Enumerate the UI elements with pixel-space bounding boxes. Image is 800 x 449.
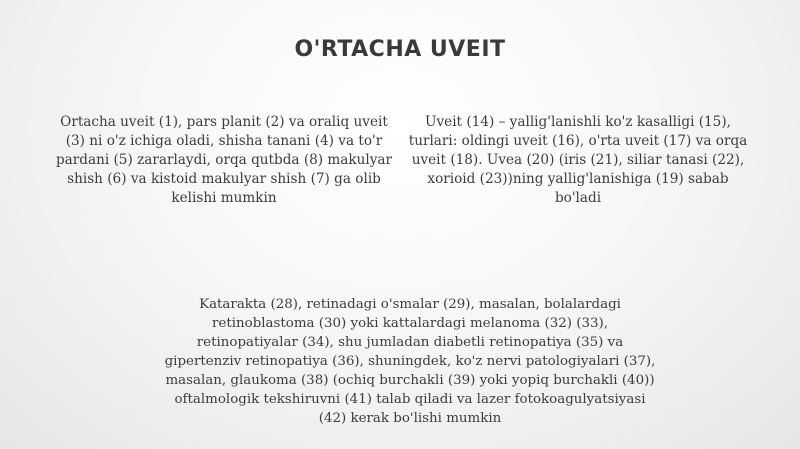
slide-title: O'RTACHA UVEIT <box>294 37 506 62</box>
right-text-block: Uveit (14) – yallig'lanishli ko'z kasalligi (15), turlari: oldingi uveit (16), o'rta uveit (17) va orqa uveit (18). Uvea (20) (iris (21), siliar tanasi (22), xorioid (23))ning yallig'lanishiga (19) sabab bo'ladi <box>408 114 748 206</box>
bottom-text-block: Katarakta (28), retinadagi o'smalar (29), masalan, bolalardagi retinoblastoma (30) yoki kattalardagi melanoma (32) (33), retinopatiyalar (34), shu jumladan diabetli retinopatiya (35) va gipertenziv retinopatiya (36), shuningdek, ko'z nervi patologiyalari (37), masalan, glaukoma (38) (ochiq burchakli (39) yoki yopiq burchakli (40)) oftalmologik tekshiruvni (41) talab qiladi va lazer fotokoagulyatsiyasi (42) kerak bo'lishi mumkin <box>164 297 656 426</box>
left-text-block: Ortacha uveit (1), pars planit (2) va oraliq uveit (3) ni o'z ichiga oladi, shisha tanani (4) va to'r pardani (5) zararlaydi, orqa qutbda (8) makulyar shish (6) va kistoid makulyar shish (7) ga olib kelishi mumkin <box>55 114 393 206</box>
